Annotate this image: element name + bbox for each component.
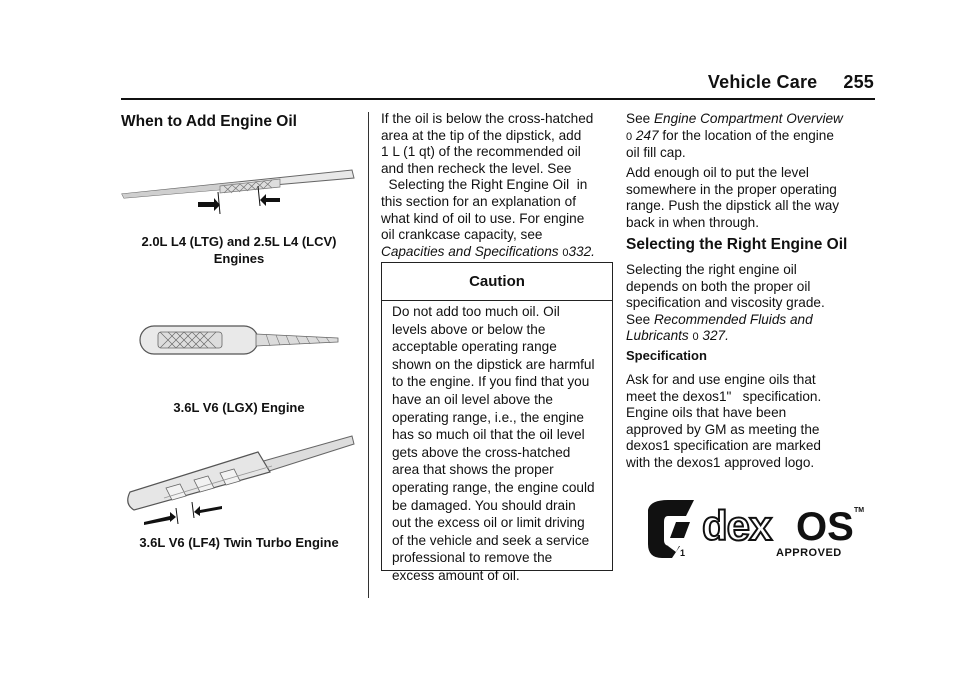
caution-text: Do not add too much oil. Oil levels above or below the acceptable operating range shown on the dipstick are harmful to the engine. If you find that you have an oil level above the operating range, i.e., the engine has so much oil that the oil level gets above the cross-hatched area that shows the proper operating range, the engine could be damaged. You should drain out the excess oil or limit driving of the vehicle and seek a service professional to remove the excess amount of oil. — [392, 304, 595, 583]
dexos-approved-logo — [646, 496, 872, 562]
caption-lgx: 3.6L V6 (LGX) Engine — [173, 400, 305, 415]
page-header — [708, 72, 874, 93]
caption-ltg-lcv-line2: Engines — [213, 251, 265, 266]
page-number: 255 — [843, 72, 874, 92]
header-section: Vehicle Care — [707, 72, 818, 92]
dipstick-illustration-lf4 — [120, 432, 356, 528]
specification-paragraph: Ask for and use engine oils that meet the dexos1" specification. Engine oils that have been approved by GM as meeting the dexos1 specification are marked with the dexos1 approved logo. — [626, 372, 822, 470]
dipstick-illustration-ltg-lcv — [120, 160, 356, 216]
engine-compartment-reference[interactable]: Engine Compartment Overview — [653, 111, 843, 126]
specification-heading: Specification — [626, 348, 707, 363]
svg-text:1: 1 — [680, 548, 686, 558]
caution-title: Caution — [469, 273, 525, 290]
logo-tm-text: TM — [854, 507, 865, 514]
selecting-oil-paragraph: Selecting the right engine oil depends on both the proper oil specification and viscosity grade. See Recommended Fluids and Lubricants 0 327. — [626, 262, 825, 344]
logo-approved-text: APPROVED — [776, 547, 842, 559]
logo-os-text: OS — [796, 505, 854, 549]
header-rule — [121, 98, 875, 100]
caption-lf4: 3.6L V6 (LF4) Twin Turbo Engine — [139, 535, 339, 550]
caution-rule — [382, 300, 612, 301]
engine-compartment-paragraph: See Engine Compartment Overview 0 247 for the location of the engine oil fill cap. — [626, 111, 843, 161]
section-title-selecting-oil: Selecting the Right Engine Oil — [626, 236, 848, 253]
add-oil-intro: If the oil is below the cross-hatched area at the tip of the dipstick, add 1 L (1 qt) of the recommended oil and then recheck the level. See Selecting the Right Engine Oil in this section for an explanation of what kind of oil to use. For engine oil crankcase capacity, see Capacities and Specifications 0332. — [381, 111, 595, 261]
caption-ltg-lcv-line1: 2.0L L4 (LTG) and 2.5L L4 (LCV) — [141, 234, 337, 249]
capacities-reference[interactable]: Capacities and Specifications 0332. — [381, 243, 595, 259]
caution-box — [381, 262, 613, 583]
dipstick-illustration-lgx — [136, 320, 340, 362]
logo-dex-text: dex — [702, 502, 772, 549]
section-title-when-to-add: When to Add Engine Oil — [121, 113, 297, 130]
column-divider — [368, 112, 369, 598]
fluids-reference[interactable]: Recommended Fluids and — [653, 311, 813, 327]
add-enough-oil-paragraph: Add enough oil to put the level somewhere in the proper operating range. Push the dipstick all the way back in when through. — [626, 165, 840, 230]
